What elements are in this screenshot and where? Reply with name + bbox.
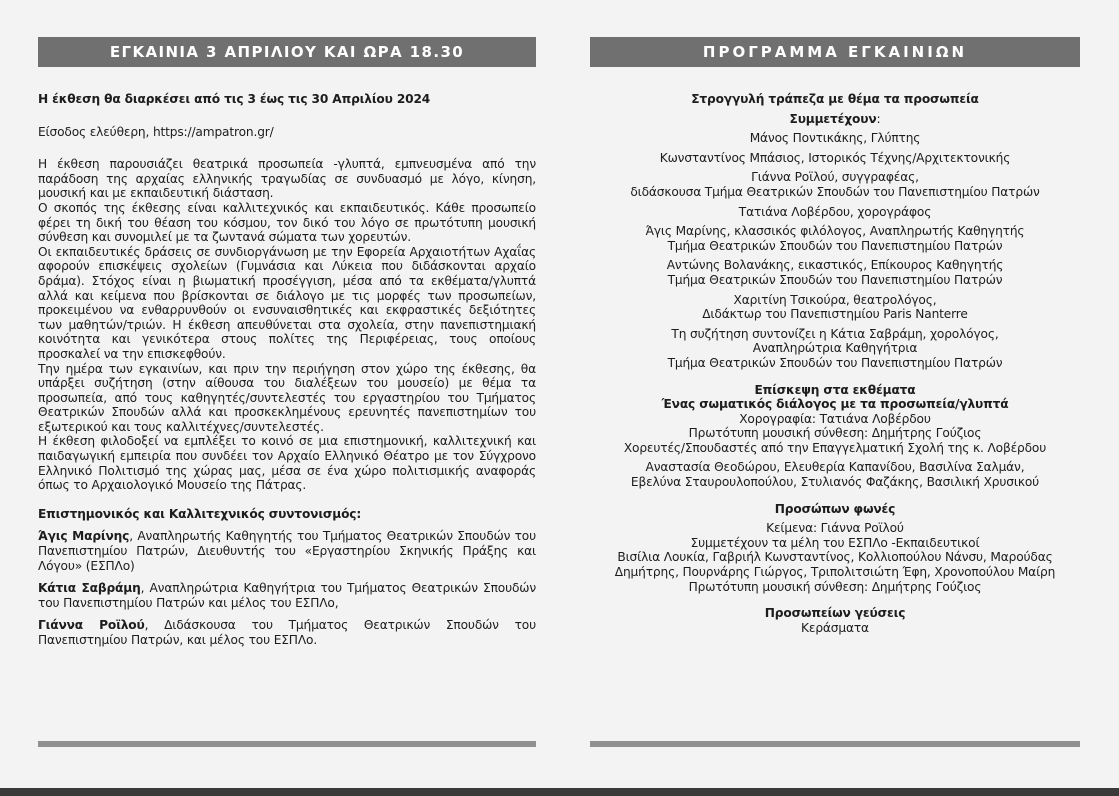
moderator-entry xyxy=(590,327,1080,371)
right-column xyxy=(590,37,1080,635)
participant-line: Τατιάνα Λοβέρδου, χορογράφος xyxy=(738,204,932,219)
participants-heading xyxy=(590,112,1080,127)
visit-line: Χορογραφία: Τατιάνα Λοβέρδου xyxy=(739,411,931,426)
entry-line: Είσοδος ελεύθερη, https://ampatron.gr/ xyxy=(38,124,274,139)
participant-line: Τμήμα Θεατρικών Σπουδών του Πανεπιστημίου Πατρών xyxy=(667,355,1003,370)
right-body xyxy=(590,92,1080,635)
coordinator-name: Κάτια Σαβράμη xyxy=(38,581,141,596)
participant-entry xyxy=(590,131,1080,146)
visit-section xyxy=(590,383,1080,490)
participant-line: Διδάκτωρ του Πανεπιστημίου Paris Nanterre xyxy=(702,307,968,322)
visit-line: Πρωτότυπη μουσική σύνθεση: Δημήτρης Γούζιος xyxy=(688,426,982,441)
left-column xyxy=(38,37,536,648)
participant-line: Αναπληρώτρια Καθηγήτρια xyxy=(752,341,918,356)
coordinator-name: Γιάννα Ροϊλού xyxy=(38,618,145,633)
participants-label: Συμμετέχουν xyxy=(789,111,877,126)
dancers-line: Αναστασία Θεοδώρου, Ελευθερία Καπανίδου, Βασιλίνα Σαλμάν, xyxy=(645,460,1025,475)
coordination-heading: Επιστημονικός και Καλλιτεχνικός συντονισμός: xyxy=(38,506,362,521)
participant-entry xyxy=(590,293,1080,322)
tastes-line: Κεράσματα xyxy=(801,620,869,635)
participant-entry xyxy=(590,224,1080,253)
participant-line: Μάνος Ποντικάκης, Γλύπτης xyxy=(749,131,921,146)
right-bottom-rule xyxy=(590,741,1080,747)
paragraph: Την ημέρα των εγκαινίων, και πριν την περιήγηση στον χώρο της έκθεσης, θα υπάρξει συζήτηση (στην αίθουσα του διαλέξεων του μουσείο) με θέμα τα προσωπεία, από τους καθηγητές/συντελεστές του εργαστηρίου του Τμήματος Θεατρικών Σπουδών αλλά και προσκεκλημένους ερευνητές πανεπιστημίων του εξωτερικού και τους καλλιτέχνες/συντελεστές. xyxy=(38,361,536,434)
paragraph: Ο σκοπός της έκθεσης είναι καλλιτεχνικός και εκπαιδευτικός. Κάθε προσωπείο φέρει τη δική του θέαση του κόσμου, τον δικό του λόγο σε πρωτότυπη μουσική σύνθεση και συνομιλεί με τα ζωντανά σώματα των χορευτών. xyxy=(38,200,536,245)
participant-line: Τμήμα Θεατρικών Σπουδών του Πανεπιστημίου Πατρών xyxy=(667,238,1003,253)
voices-line: Κείμενα: Γιάννα Ροϊλού xyxy=(766,521,904,536)
duration-line: Η έκθεση θα διαρκέσει από τις 3 έως τις 30 Απριλίου 2024 xyxy=(38,92,431,106)
tastes-heading: Προσωπείων γεύσεις xyxy=(764,606,906,621)
participant-line: Άγις Μαρίνης, κλασσικός φιλόλογος, Αναπληρωτής Καθηγητής xyxy=(645,224,1025,239)
paragraph: Οι εκπαιδευτικές δράσεις σε συνδιοργάνωση με την Εφορεία Αρχαιοτήτων Αχαΐας αφορούν επισκέψεις σχολείων (Γυμνάσια και Λύκεια που διδάσκονται αρχαίο δράμα). Στόχος είναι η βιωματική προσέγγιση, μέσα από τα εκθέματα/γλυπτά αλλά και κείμενα που βρίσκονται σε διάλογο με τις μορφές των προσωπείων, προκειμένου να ενθαρρυνθούν οι ενσυναισθητικές και εκφραστικές δεξιότητες των μαθητών/τριών. Η έκθεση απευθύνεται στα σχολεία, στην πανεπιστημιακή κοινότητα και γενικότερα στους πολίτες της Περιφέρειας, τους οποίους προσκαλεί να την επισκεφθούν. xyxy=(38,244,536,361)
participant-line: Αντώνης Βολανάκης, εικαστικός, Επίκουρος Καθηγητής xyxy=(666,258,1004,273)
participant-line: Γιάννα Ροϊλού, συγγραφέας, xyxy=(751,170,919,185)
participant-entry xyxy=(590,151,1080,166)
voices-section xyxy=(590,502,1080,595)
participant-line: Τμήμα Θεατρικών Σπουδών του Πανεπιστημίου Πατρών xyxy=(667,272,1003,287)
paragraph: Η έκθεση παρουσιάζει θεατρικά προσωπεία -γλυπτά, εμπνευσμένα από την παράδοση της αρχαίας ελληνικής τραγωδίας σε συνδυασμό με λόγο, κίνηση, μουσική και με εκπαιδευτική διάσταση. xyxy=(38,157,536,201)
coordinator-entry xyxy=(38,529,536,573)
participant-entry xyxy=(590,258,1080,287)
participant-entry xyxy=(590,170,1080,199)
participant-line: Κωνσταντίνος Μπάσιος, Ιστορικός Τέχνης/Αρχιτεκτονικής xyxy=(659,150,1011,165)
opening-banner: ΕΓΚΑΙΝΙΑ 3 ΑΠΡΙΛΙΟΥ ΚΑΙ ΩΡΑ 18.30 xyxy=(38,37,536,67)
visit-subheading: Ένας σωματικός διάλογος με τα προσωπεία/γλυπτά xyxy=(661,397,1009,412)
bottom-bar xyxy=(0,788,1119,796)
participant-line: διδάσκουσα Τμήμα Θεατρικών Σπουδών του Πανεπιστημίου Πατρών xyxy=(630,184,1040,199)
coordinator-entry xyxy=(38,618,536,647)
roundtable-heading: Στρογγυλή τράπεζα με θέμα τα προσωπεία xyxy=(691,92,979,106)
left-body xyxy=(38,92,536,648)
coordinator-role: , Διδάσκουσα του Τμήματος Θεατρικών Σπουδών του Πανεπιστημίου Πατρών, και μέλος του ΕΣΠΛο. xyxy=(38,618,537,647)
dancers-line: Εβελύνα Σταυρουλοπούλου, Στυλιανός Φαζάκης, Βασιλική Χρυσικού xyxy=(630,475,1040,490)
participant-entry xyxy=(590,205,1080,220)
visit-heading: Επίσκεψη στα εκθέματα xyxy=(754,382,916,397)
voices-line: Συμμετέχουν τα μέλη του ΕΣΠΛο -Εκπαιδευτικοί xyxy=(690,535,980,550)
paragraph: Η έκθεση φιλοδοξεί να εμπλέξει το κοινό σε μια επιστημονική, καλλιτεχνική και παιδαγωγική εμπειρία που συνδέει τον Αρχαίο Ελληνικό Θέατρο με τον Σύγχρονο Ελληνικό Πολιτισμό της χώρας μας, μέσα σε ένα χώρο πολιτισμικής αναφοράς όπως το Αρχαιολογικό Μουσείο της Πάτρας. xyxy=(38,434,536,493)
coordinator-role: , Αναπληρωτής Καθηγητής του Τμήματος Θεατρικών Σπουδών του Πανεπιστημίου Πατρών, Διευθυντής του «Εργαστηρίου Σκηνικής Πράξης και Λόγου» (ΕΣΠΛο) xyxy=(38,529,536,573)
description xyxy=(38,157,536,493)
voices-line: Πρωτότυπη μουσική σύνθεση: Δημήτρης Γούζιος xyxy=(688,579,982,594)
coordinator-name: Άγις Μαρίνης xyxy=(38,529,130,544)
coordinator-entry xyxy=(38,581,536,610)
voices-line: Βισίλια Λουκία, Γαβριήλ Κωνσταντίνος, Κολλιοπούλου Νάνσυ, Μαρούδας xyxy=(617,550,1053,565)
left-bottom-rule xyxy=(38,741,536,747)
program-banner: ΠΡΟΓΡΑΜΜΑ ΕΓΚΑΙΝΙΩΝ xyxy=(590,37,1080,67)
participants-colon: : xyxy=(876,111,881,126)
voices-heading: Προσώπων φωνές xyxy=(774,501,896,516)
voices-line: Δημήτρης, Πουρνάρης Γιώργος, Τριπολιτσιώτη Έφη, Χρονοπούλου Μαίρη xyxy=(614,565,1056,580)
coordinator-role: , Αναπληρώτρια Καθηγήτρια του Τμήματος Θεατρικών Σπουδών του Πανεπιστημίου Πατρών και μέλος του ΕΣΠΛο, xyxy=(38,581,536,610)
visit-line: Χορευτές/Σπουδαστές από την Επαγγελματική Σχολή της κ. Λοβέρδου xyxy=(623,440,1047,455)
participant-line: Τη συζήτηση συντονίζει η Κάτια Σαβράμη, χορολόγος, xyxy=(671,326,999,341)
participant-line: Χαριτίνη Τσικούρα, θεατρολόγος, xyxy=(733,292,937,307)
tastes-section xyxy=(590,606,1080,635)
